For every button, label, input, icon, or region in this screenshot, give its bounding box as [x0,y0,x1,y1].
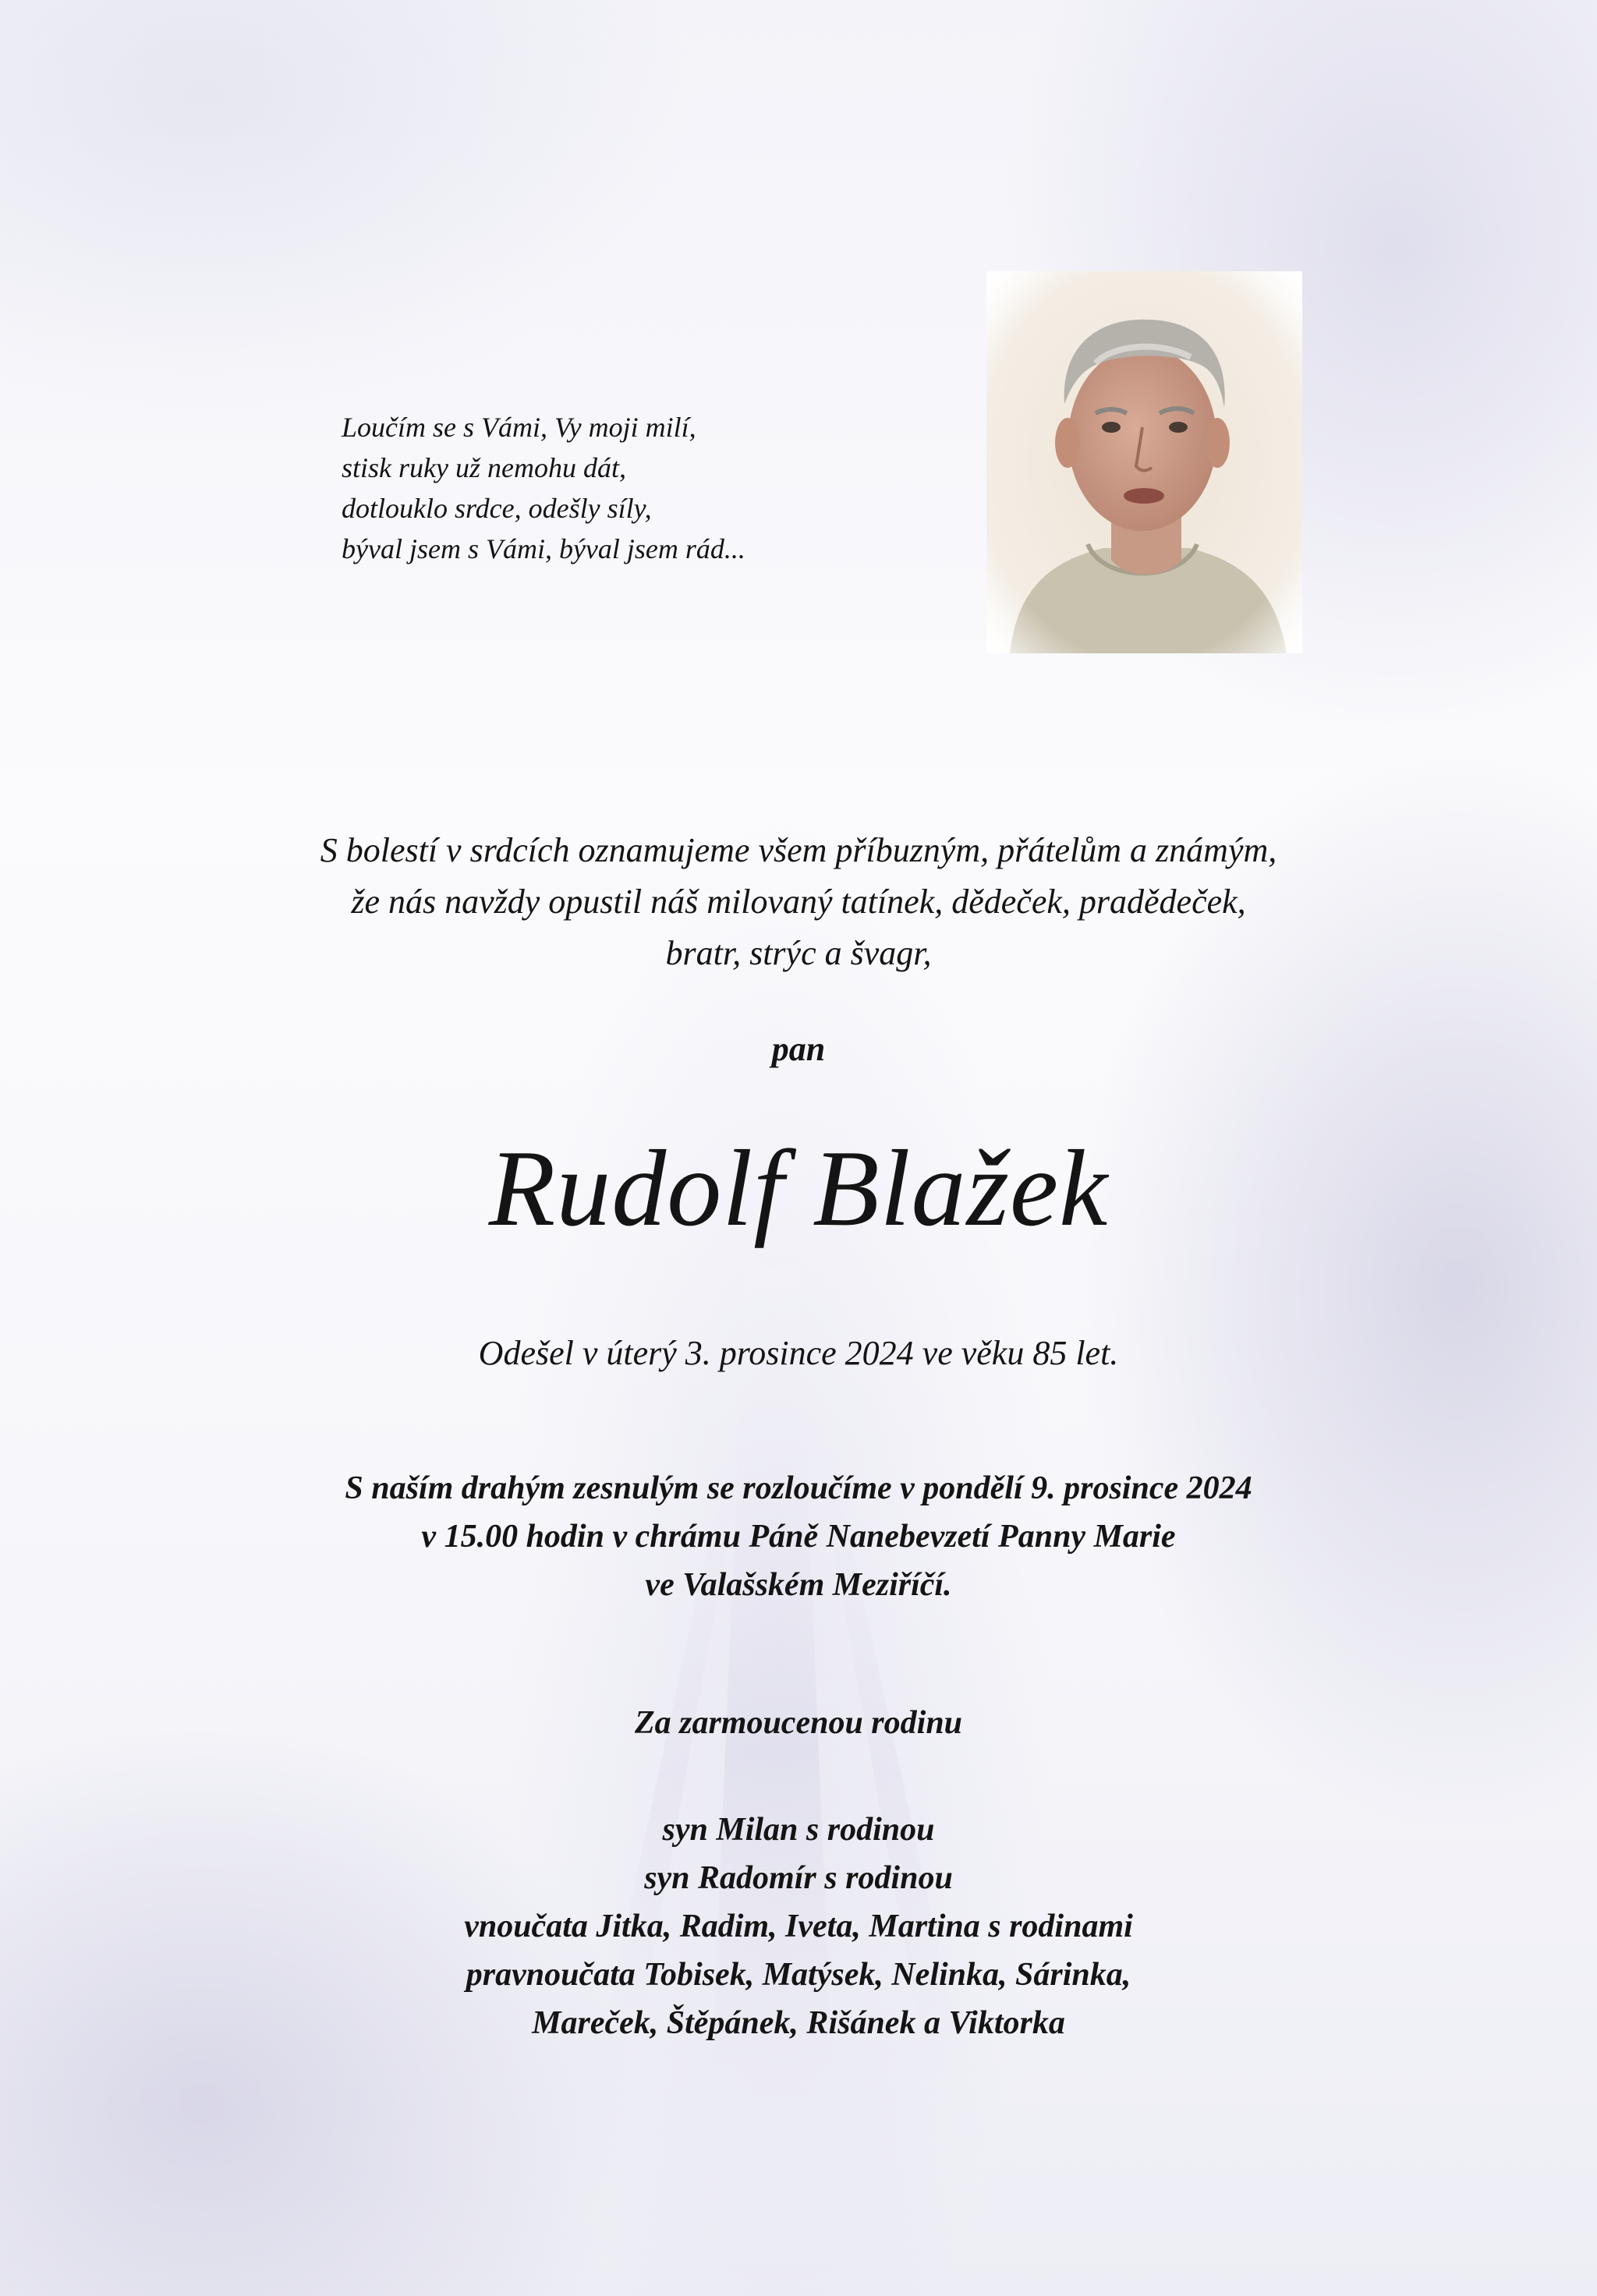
deceased-name: Rudolf Blažek [488,1128,1109,1249]
announcement-text [0,825,1597,979]
family-line: syn Milan s rodinou [662,1812,935,1848]
announcement-line: bratr, strýc a švagr, [665,934,932,972]
ceremony-line: S naším drahým zesnulým se rozloučíme v pondělí 9. prosince 2024 [345,1470,1252,1506]
poem-line: dotlouklo srdce, odešly síly, [342,493,652,524]
poem-line: Loučím se s Vámi, Vy moji milí, [342,412,696,443]
family-line: Mareček, Štěpánek, Rišánek a Viktorka [532,2005,1065,2041]
departed-text: Odešel v úterý 3. prosince 2024 ve věku 85 let. [478,1334,1119,1372]
poem-line: stisk ruky už nemohu dát, [342,452,626,483]
farewell-poem [342,407,887,569]
poem-line: býval jsem s Vámi, býval jsem rád... [342,533,745,564]
family-line: vnoučata Jitka, Radim, Iveta, Martina s rodinami [464,1909,1133,1944]
announcement-line: že nás navždy opustil náš milovaný tatínek, dědeček, pradědeček, [351,883,1246,921]
family-line: syn Radomír s rodinou [644,1860,953,1896]
family-line: pravnoučata Tobisek, Matýsek, Nelinka, Sárinka, [466,1957,1131,1993]
title-prefix: pan [771,1030,826,1068]
ceremony-line: ve Valašském Meziříčí. [645,1567,952,1603]
portrait-photo [986,271,1302,653]
family-list [0,1806,1597,2047]
signoff-text: Za zarmoucenou rodinu [634,1705,963,1741]
announcement-line: S bolestí v srdcích oznamujeme všem příbuzným, přátelům a známým, [320,831,1277,869]
ceremony-details [0,1464,1597,1609]
ceremony-line: v 15.00 hodin v chrámu Páně Nanebevzetí Panny Marie [421,1519,1176,1555]
